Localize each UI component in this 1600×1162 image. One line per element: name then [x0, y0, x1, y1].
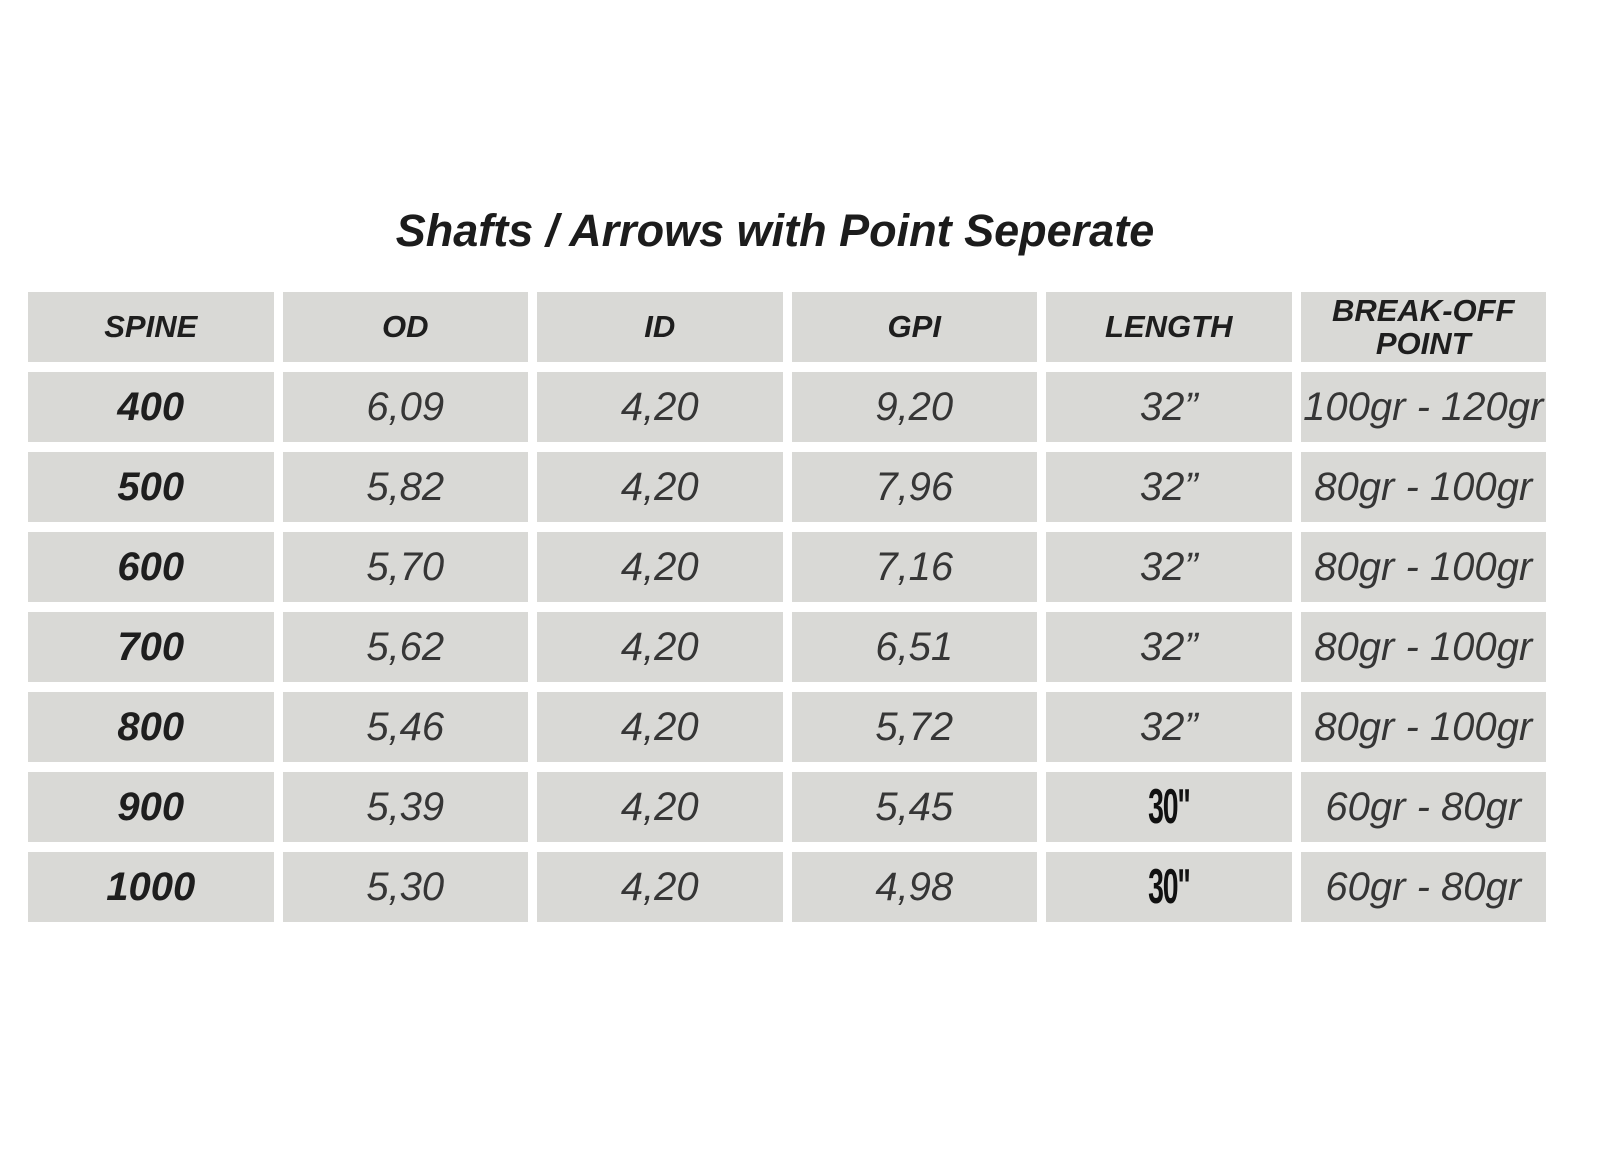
col-header-gpi: GPI: [792, 292, 1038, 362]
cell-id: 4,20: [537, 852, 783, 922]
cell-break-off: 80gr - 100gr: [1301, 612, 1547, 682]
col-header-id: ID: [537, 292, 783, 362]
cell-spine: 600: [28, 532, 274, 602]
cell-gpi: 5,45: [792, 772, 1038, 842]
cell-length: 32”: [1046, 692, 1292, 762]
cell-break-off: 80gr - 100gr: [1301, 532, 1547, 602]
cell-spine: 1000: [28, 852, 274, 922]
cell-spine: 900: [28, 772, 274, 842]
cell-break-off: 60gr - 80gr: [1301, 772, 1547, 842]
cell-id: 4,20: [537, 612, 783, 682]
col-header-spine: SPINE: [28, 292, 274, 362]
cell-length: 32”: [1046, 532, 1292, 602]
cell-gpi: 4,98: [792, 852, 1038, 922]
cell-id: 4,20: [537, 532, 783, 602]
cell-id: 4,20: [537, 772, 783, 842]
cell-length: [1046, 852, 1292, 922]
cell-length: 32”: [1046, 452, 1292, 522]
cell-gpi: 6,51: [792, 612, 1038, 682]
cell-od: 5,39: [283, 772, 529, 842]
col-header-length: LENGTH: [1046, 292, 1292, 362]
cell-gpi: 7,16: [792, 532, 1038, 602]
col-header-break-off: BREAK-OFF POINT: [1301, 292, 1547, 362]
cell-length: 32”: [1046, 612, 1292, 682]
cell-id: 4,20: [537, 692, 783, 762]
cell-id: 4,20: [537, 372, 783, 442]
cell-id: 4,20: [537, 452, 783, 522]
cell-spine: 400: [28, 372, 274, 442]
spec-table: [28, 292, 1546, 922]
length-value-condensed: 30": [1147, 780, 1190, 834]
cell-od: 5,70: [283, 532, 529, 602]
cell-spine: 700: [28, 612, 274, 682]
cell-break-off: 80gr - 100gr: [1301, 692, 1547, 762]
page-title: Shafts / Arrows with Point Seperate: [395, 205, 1155, 256]
cell-od: 6,09: [283, 372, 529, 442]
cell-length: 32”: [1046, 372, 1292, 442]
cell-break-off: 100gr - 120gr: [1301, 372, 1547, 442]
cell-length: [1046, 772, 1292, 842]
cell-break-off: 60gr - 80gr: [1301, 852, 1547, 922]
length-value-condensed: 30": [1147, 860, 1190, 914]
cell-break-off: 80gr - 100gr: [1301, 452, 1547, 522]
cell-spine: 500: [28, 452, 274, 522]
cell-gpi: 9,20: [792, 372, 1038, 442]
cell-gpi: 5,72: [792, 692, 1038, 762]
cell-od: 5,46: [283, 692, 529, 762]
col-header-od: OD: [283, 292, 529, 362]
cell-spine: 800: [28, 692, 274, 762]
cell-od: 5,82: [283, 452, 529, 522]
cell-gpi: 7,96: [792, 452, 1038, 522]
cell-od: 5,30: [283, 852, 529, 922]
cell-od: 5,62: [283, 612, 529, 682]
